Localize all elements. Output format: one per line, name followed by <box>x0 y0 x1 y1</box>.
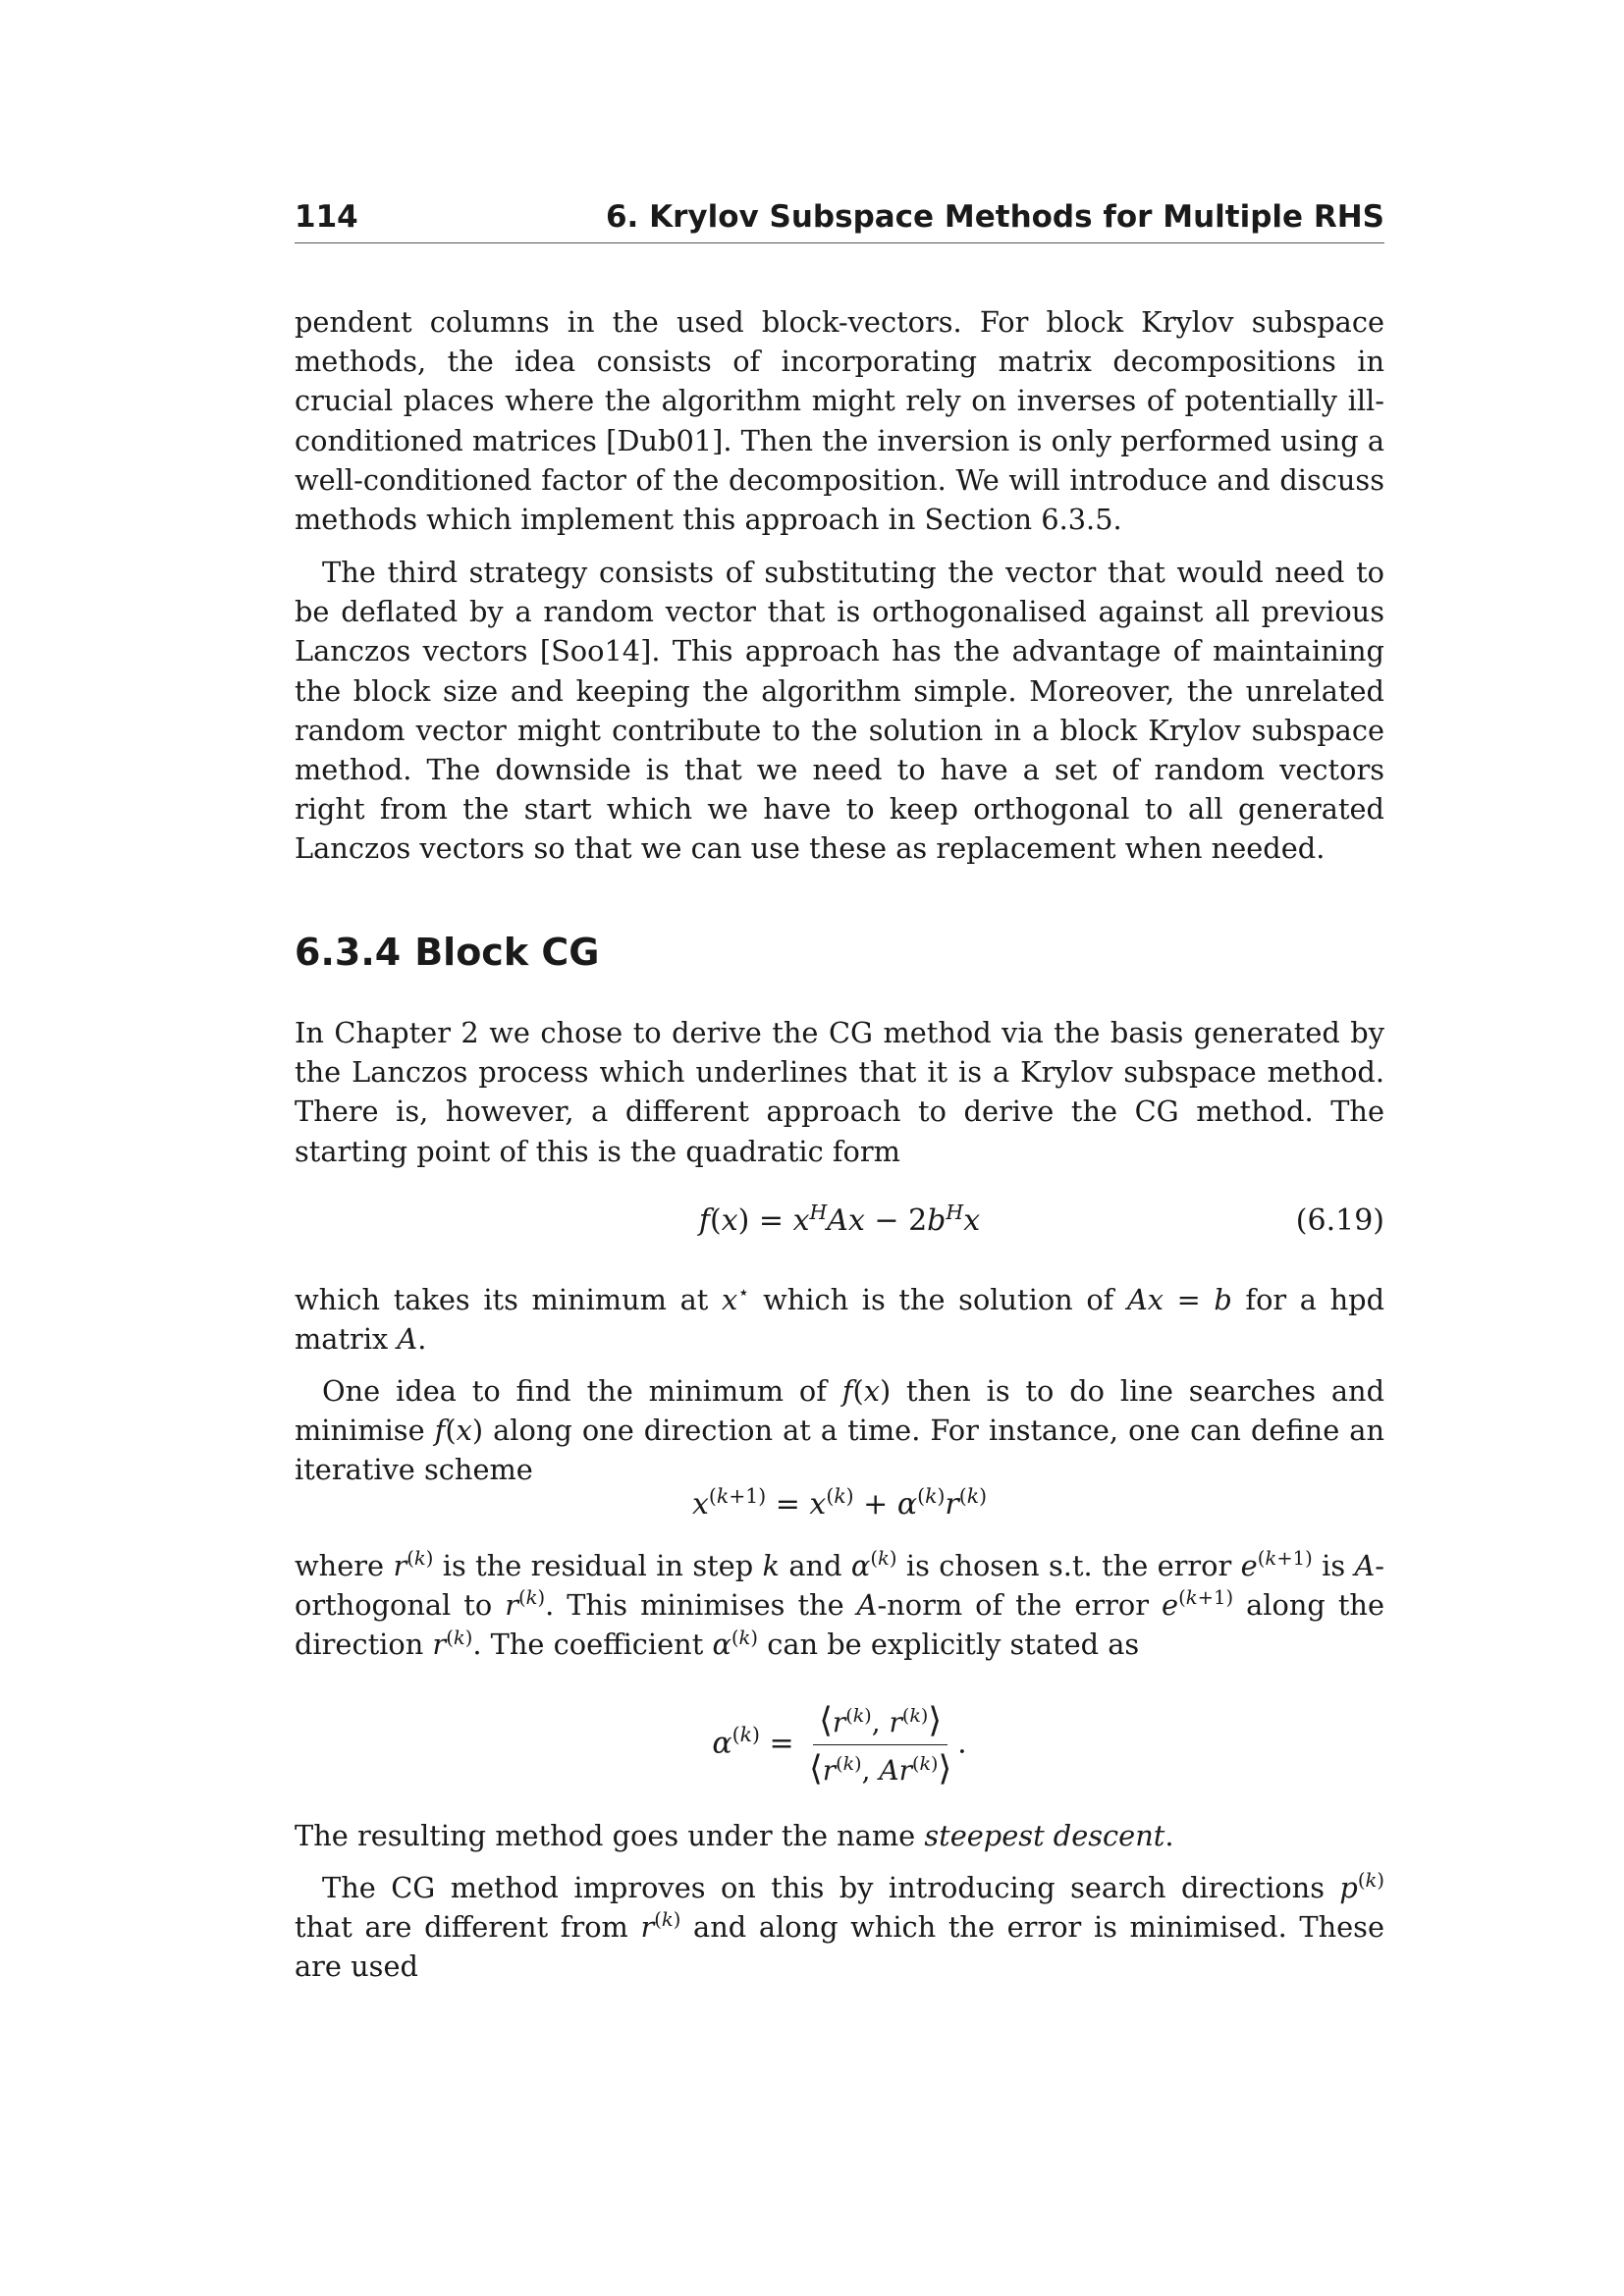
chapter-title: 6. Krylov Subspace Methods for Multiple RHS <box>605 199 1384 235</box>
paragraph-3: In Chapter 2 we chose to derive the CG method via the basis generated by the Lanczos process which underlines that it is a Krylov subspace method. There is, however, a different approach to derive the CG method. The starting point of this is the quadratic form <box>295 1016 1384 1168</box>
section-heading <box>295 931 599 974</box>
paragraph-4: which takes its minimum at x⋆ which is the solution of Ax = b for a hpd matrix A. <box>295 1281 1385 1357</box>
paragraph-8: The CG method improves on this by introducing search directions $p^{(k)}$ that are different from $r^{(k)}$ and along which the error is minimised. These are used <box>295 1869 1384 1984</box>
equation-6-19 <box>295 1200 1384 1247</box>
section-title-text: Block CG <box>414 931 600 974</box>
paragraph-7: The resulting method goes under the name steepest descent. <box>295 1819 1174 1852</box>
running-header <box>295 199 1384 243</box>
equation-6-19-body: $f(x) = x^HAx - 2b^Hx$ <box>698 1200 981 1238</box>
equation-number: (6.19) <box>1295 1203 1384 1238</box>
equation-iteration: $x^{(k+1)} = x^{(k)} + \alpha^{(k)}r^{(k)}$ <box>691 1483 988 1522</box>
paragraph-2: The third strategy consists of substituting the vector that would need to be deflated by a random vector that is orthogonalised against all previous Lanczos vectors [Soo14]. This approach has the advantage of maintaining the block size and keeping the algorithm simple. Moreover, the unrelated random vector might contribute to the solution in a block Krylov subspace method. The downside is that we need to have a set of random vectors right from the start which we have to keep orthogonal to all generated Lanczos vectors so that we can use these as replacement when needed. <box>295 556 1384 866</box>
equation-alpha: $\alpha^{(k)}$ = $\frac{⟨r^{(k)}, r^{(k)}⟩}{⟨r^{(k)}, Ar^{(k)}⟩}$ . <box>712 1701 967 1789</box>
page-number: 114 <box>295 199 358 235</box>
section-number: 6.3.4 <box>295 931 402 974</box>
paragraph-1: pendent columns in the used block-vectors. For block Krylov subspace methods, the idea consists of incorporating matrix decompositions in crucial places where the algorithm might rely on inverses of potentially ill-conditioned matrices [Dub01]. Then the inversion is only performed using a well-conditioned factor of the decomposition. We will introduce and discuss methods which implement this approach in Section 6.3.5. <box>295 305 1384 537</box>
paragraph-5: One idea to find the minimum of f(x) then is to do line searches and minimise f(x) along one direction at a time. For instance, one can define an iterative scheme <box>295 1374 1384 1487</box>
paragraph-6: where $r^{(k)}$ is the residual in step k and $\alpha^{(k)}$ is chosen s.t. the error $e^{(k+1)}$ is A-orthogonal to $r^{(k)}$. This minimises the A-norm of the error $e^{(k+1)}$ along the direction $r^{(k)}$. The coefficient $\alpha^{(k)}$ can be explicitly stated as <box>295 1547 1385 1662</box>
alpha-fraction: $\frac{⟨r^{(k)}, r^{(k)}⟩}{⟨r^{(k)}, Ar^{(k)}⟩}$ <box>809 1701 952 1789</box>
